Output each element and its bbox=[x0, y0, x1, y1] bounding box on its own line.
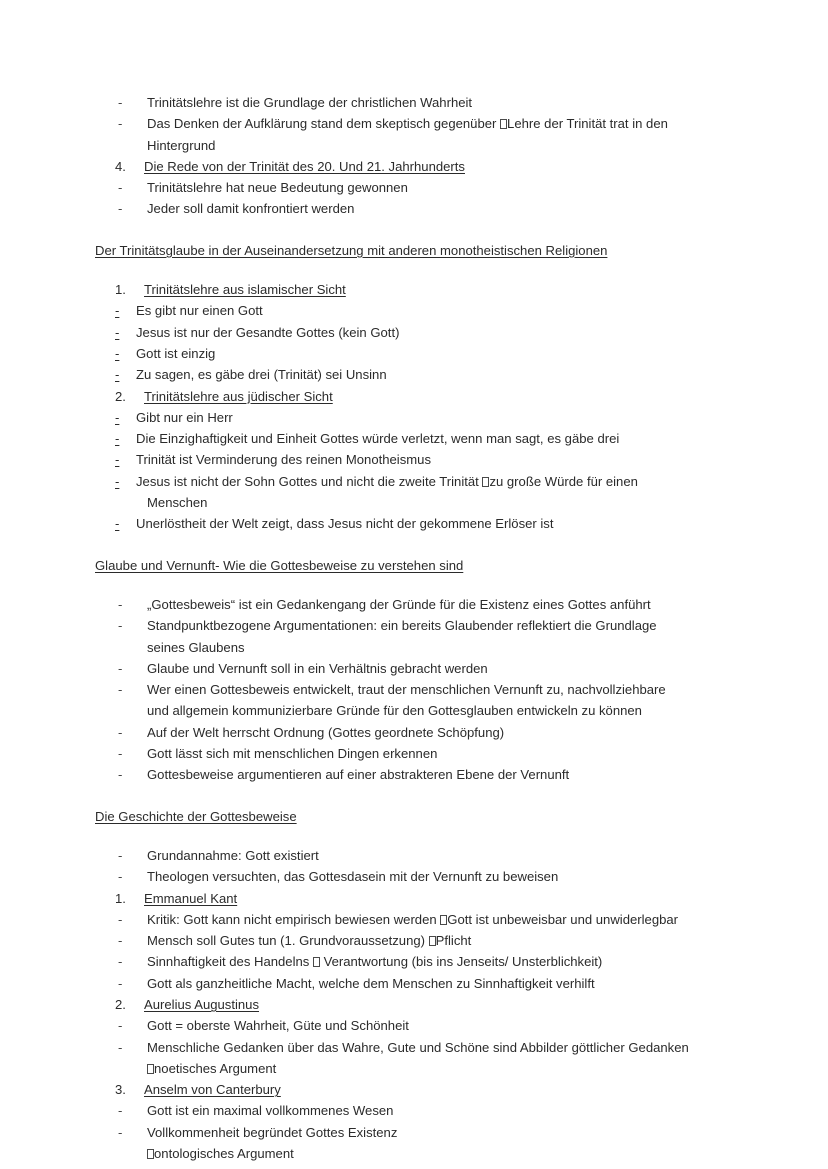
list-item-text bbox=[147, 1100, 755, 1121]
list-item bbox=[95, 866, 755, 887]
list-item-text bbox=[147, 951, 755, 972]
list-item-text bbox=[147, 764, 755, 785]
numbered-subheading-underline bbox=[115, 1079, 281, 1100]
underlined-dash-item bbox=[95, 300, 755, 321]
dash-marker: - bbox=[118, 618, 123, 634]
dash-marker: - bbox=[115, 345, 120, 361]
list-item-text bbox=[147, 722, 755, 743]
line-text: „Gottesbeweis“ ist ein Gedankengang der Gründe für die Existenz eines Gottes anführt bbox=[147, 596, 651, 612]
numbered-subheading bbox=[95, 1079, 755, 1100]
dash-marker: - bbox=[115, 367, 120, 383]
section-heading bbox=[95, 806, 755, 827]
dash-marker: - bbox=[118, 975, 123, 991]
text-before-symbol: Das Denken der Aufklärung stand dem skeptisch gegenüber bbox=[147, 116, 501, 132]
list-item bbox=[95, 973, 755, 994]
line-text: Trinitätslehre ist die Grundlage der christlichen Wahrheit bbox=[147, 95, 473, 110]
numbered-subheading bbox=[95, 156, 755, 177]
line-text: Vollkommenheit begründet Gottes Existenz bbox=[147, 1124, 398, 1140]
line-text: Gibt nur ein Herr bbox=[136, 409, 233, 425]
dash-marker: - bbox=[115, 324, 120, 340]
numbered-subheading-underline bbox=[115, 888, 237, 909]
list-item bbox=[95, 930, 755, 951]
dash-marker: - bbox=[118, 869, 123, 885]
dash-marker: - bbox=[115, 409, 120, 425]
numbered-subheading bbox=[95, 994, 755, 1015]
line-text: Theologen versuchten, das Gottesdasein mit der Vernunft zu beweisen bbox=[147, 869, 559, 885]
list-item bbox=[95, 679, 755, 700]
line-text: Gott ist einzig bbox=[136, 345, 216, 361]
list-item-text bbox=[147, 743, 755, 764]
continuation-line bbox=[95, 637, 755, 658]
line-text: Grundannahme: Gott existiert bbox=[147, 847, 319, 863]
underlined-dash-item bbox=[95, 407, 755, 428]
list-item-text bbox=[136, 410, 233, 425]
line-text: Jeder soll damit konfrontiert werden bbox=[147, 201, 355, 217]
numbered-subheading-underline bbox=[115, 156, 465, 177]
line-text: Trinitätslehre hat neue Bedeutung gewonnen bbox=[147, 180, 408, 196]
list-item bbox=[95, 615, 755, 636]
list-item-text bbox=[136, 367, 387, 382]
line-text: Gottesbeweise argumentieren auf einer abstrakteren Ebene der Vernunft bbox=[147, 767, 570, 783]
list-item-text bbox=[147, 594, 755, 615]
continuation-line bbox=[95, 1143, 755, 1164]
text-after-symbol: Verantwortung (bis ins Jenseits/ Unsterblichkeit) bbox=[323, 954, 603, 970]
dash-marker: - bbox=[115, 473, 120, 489]
text-before-symbol: Kritik: Gott kann nicht empirisch bewiesen werden bbox=[147, 911, 441, 927]
numbered-subheading bbox=[95, 386, 755, 407]
list-item-text bbox=[136, 346, 215, 361]
dash-marker: - bbox=[118, 724, 123, 740]
list-item-text bbox=[136, 474, 638, 489]
list-item bbox=[95, 951, 755, 972]
dash-marker: - bbox=[115, 516, 120, 532]
dash-marker: - bbox=[118, 95, 123, 110]
list-item bbox=[95, 177, 755, 198]
text-after-symbol: Lehre der Trinität trat in den bbox=[507, 116, 668, 132]
dash-marker: - bbox=[118, 596, 123, 612]
list-item-text bbox=[136, 325, 399, 340]
section-heading-text: Glaube und Vernunft- Wie die Gottesbeweise zu verstehen sind bbox=[95, 557, 464, 573]
dash-marker: - bbox=[118, 1124, 123, 1140]
list-item-text bbox=[147, 1122, 755, 1143]
list-item-text bbox=[147, 177, 755, 198]
list-number: 4. bbox=[115, 158, 126, 174]
numbered-subheading-underline bbox=[115, 386, 333, 407]
list-number: 2. bbox=[115, 388, 126, 404]
list-item bbox=[95, 909, 755, 930]
numbered-subheading bbox=[95, 279, 755, 300]
underlined-dash-item bbox=[95, 428, 755, 449]
text-after-symbol: ontologisches Argument bbox=[154, 1146, 294, 1162]
list-item-text bbox=[147, 92, 755, 113]
continuation-line bbox=[95, 1058, 755, 1079]
underlined-dash-item bbox=[95, 513, 755, 534]
dash-marker: - bbox=[118, 1103, 123, 1119]
dash-marker: - bbox=[118, 933, 123, 949]
list-item bbox=[95, 198, 755, 219]
missing-glyph-box-icon bbox=[500, 119, 507, 129]
text-before-symbol: Jesus ist nicht der Sohn Gottes und nicht die zweite Trinität bbox=[136, 473, 483, 489]
dash-marker: - bbox=[118, 746, 123, 762]
dash-marker: - bbox=[115, 431, 120, 447]
list-number: 3. bbox=[115, 1082, 126, 1098]
section-heading-text: Der Trinitätsglaube in der Auseinandersetzung mit anderen monotheistischen Religionen bbox=[95, 242, 608, 258]
list-item bbox=[95, 658, 755, 679]
numbered-subheading-text: Die Rede von der Trinität des 20. Und 21. Jahrhunderts bbox=[144, 158, 465, 174]
line-text: Zu sagen, es gäbe drei (Trinität) sei Unsinn bbox=[136, 367, 387, 383]
numbered-subheading bbox=[95, 888, 755, 909]
line-text: Es gibt nur einen Gott bbox=[136, 303, 263, 319]
list-item bbox=[95, 764, 755, 785]
list-item-text bbox=[147, 1037, 755, 1058]
numbered-subheading-text: Trinitätslehre aus jüdischer Sicht bbox=[144, 388, 333, 404]
underlined-dash-item bbox=[95, 471, 755, 492]
dash-marker: - bbox=[118, 911, 123, 927]
underlined-dash-item bbox=[95, 343, 755, 364]
underlined-dash-item bbox=[95, 449, 755, 470]
list-item-text bbox=[147, 909, 755, 930]
line-text: Gott als ganzheitliche Macht, welche dem Menschen zu Sinnhaftigkeit verhilft bbox=[147, 975, 595, 991]
line-text: Auf der Welt herrscht Ordnung (Gottes geordnete Schöpfung) bbox=[147, 724, 505, 740]
list-number: 1. bbox=[115, 282, 126, 298]
line-text: und allgemein kommunizierbare Gründe für den Gottesglauben entwickeln zu können bbox=[147, 703, 642, 719]
text-before-symbol: Sinnhaftigkeit des Handelns bbox=[147, 954, 313, 970]
line-text: seines Glaubens bbox=[147, 639, 245, 655]
dash-marker: - bbox=[118, 201, 123, 217]
list-item bbox=[95, 1037, 755, 1058]
dash-marker: - bbox=[115, 303, 120, 319]
missing-glyph-box-icon bbox=[313, 957, 320, 967]
line-text: Gott = oberste Wahrheit, Güte und Schönheit bbox=[147, 1018, 409, 1034]
line-text: Gott ist ein maximal vollkommenes Wesen bbox=[147, 1103, 394, 1119]
list-item-text bbox=[147, 679, 755, 700]
dash-marker: - bbox=[118, 682, 123, 698]
numbered-subheading-underline bbox=[115, 279, 346, 300]
dash-marker: - bbox=[118, 847, 123, 863]
dash-marker: - bbox=[118, 1018, 123, 1034]
list-item bbox=[95, 722, 755, 743]
list-number: 1. bbox=[115, 890, 126, 906]
line-text: Menschen bbox=[147, 495, 208, 511]
text-before-symbol: Mensch soll Gutes tun (1. Grundvoraussetzung) bbox=[147, 933, 429, 949]
line-text: Unerlöstheit der Welt zeigt, dass Jesus nicht der gekommene Erlöser ist bbox=[136, 516, 554, 532]
list-item-text bbox=[147, 845, 755, 866]
line-text: Menschliche Gedanken über das Wahre, Gute und Schöne sind Abbilder göttlicher Gedanken bbox=[147, 1039, 689, 1055]
section-heading-text: Die Geschichte der Gottesbeweise bbox=[95, 808, 297, 824]
list-item-text bbox=[136, 452, 431, 467]
text-after-symbol: Pflicht bbox=[435, 933, 472, 949]
list-item bbox=[95, 1015, 755, 1036]
numbered-subheading-underline bbox=[115, 994, 259, 1015]
underlined-dash-item bbox=[95, 364, 755, 385]
line-text: Wer einen Gottesbeweis entwickelt, traut der menschlichen Vernunft zu, nachvollziehbare bbox=[147, 682, 666, 698]
underlined-dash-item bbox=[95, 322, 755, 343]
list-item-text bbox=[147, 1015, 755, 1036]
section-heading bbox=[95, 555, 755, 576]
missing-glyph-box-icon bbox=[147, 1149, 154, 1159]
missing-glyph-box-icon bbox=[147, 1064, 154, 1074]
list-item bbox=[95, 1100, 755, 1121]
list-item-text bbox=[147, 866, 755, 887]
list-item bbox=[95, 1122, 755, 1143]
numbered-subheading-text: Emmanuel Kant bbox=[144, 890, 238, 906]
list-item bbox=[95, 743, 755, 764]
list-item-text bbox=[147, 615, 755, 636]
text-after-symbol: zu große Würde für einen bbox=[489, 473, 638, 489]
dash-marker: - bbox=[118, 660, 123, 676]
dash-marker: - bbox=[118, 1039, 123, 1055]
numbered-subheading-text: Trinitätslehre aus islamischer Sicht bbox=[144, 282, 346, 298]
list-item bbox=[95, 113, 755, 134]
line-text: Gott lässt sich mit menschlichen Dingen erkennen bbox=[147, 746, 438, 762]
document-body bbox=[95, 92, 755, 1164]
line-text: Trinität ist Verminderung des reinen Monotheismus bbox=[136, 452, 431, 468]
continuation-line bbox=[95, 135, 755, 156]
continuation-line bbox=[95, 700, 755, 721]
line-text: Die Einzighaftigkeit und Einheit Gottes würde verletzt, wenn man sagt, es gäbe drei bbox=[136, 431, 620, 447]
line-text: Glaube und Vernunft soll in ein Verhältnis gebracht werden bbox=[147, 660, 488, 676]
list-item-text bbox=[136, 431, 619, 446]
numbered-subheading-text: Aurelius Augustinus bbox=[144, 996, 260, 1012]
list-number: 2. bbox=[115, 996, 126, 1012]
continuation-line bbox=[95, 492, 755, 513]
list-item-text bbox=[147, 973, 755, 994]
missing-glyph-box-icon bbox=[429, 936, 436, 946]
section-heading bbox=[95, 240, 755, 261]
dash-marker: - bbox=[118, 116, 123, 132]
text-after-symbol: noetisches Argument bbox=[154, 1060, 277, 1076]
text-after-symbol: Gott ist unbeweisbar und unwiderlegbar bbox=[447, 911, 679, 927]
list-item-text bbox=[147, 930, 755, 951]
line-text: Standpunktbezogene Argumentationen: ein bereits Glaubender reflektiert die Grundlage bbox=[147, 618, 657, 634]
list-item-text bbox=[136, 303, 263, 318]
list-item bbox=[95, 92, 755, 113]
line-text: Jesus ist nur der Gesandte Gottes (kein Gott) bbox=[136, 324, 400, 340]
list-item-text bbox=[147, 113, 755, 134]
numbered-subheading-text: Anselm von Canterbury bbox=[144, 1082, 281, 1098]
dash-marker: - bbox=[115, 452, 120, 468]
list-item bbox=[95, 594, 755, 615]
list-item-text bbox=[136, 516, 554, 531]
list-item-text bbox=[147, 658, 755, 679]
dash-marker: - bbox=[118, 180, 123, 196]
dash-marker: - bbox=[118, 767, 123, 783]
dash-marker: - bbox=[118, 954, 123, 970]
line-text: Hintergrund bbox=[147, 137, 216, 153]
list-item bbox=[95, 845, 755, 866]
list-item-text bbox=[147, 198, 755, 219]
